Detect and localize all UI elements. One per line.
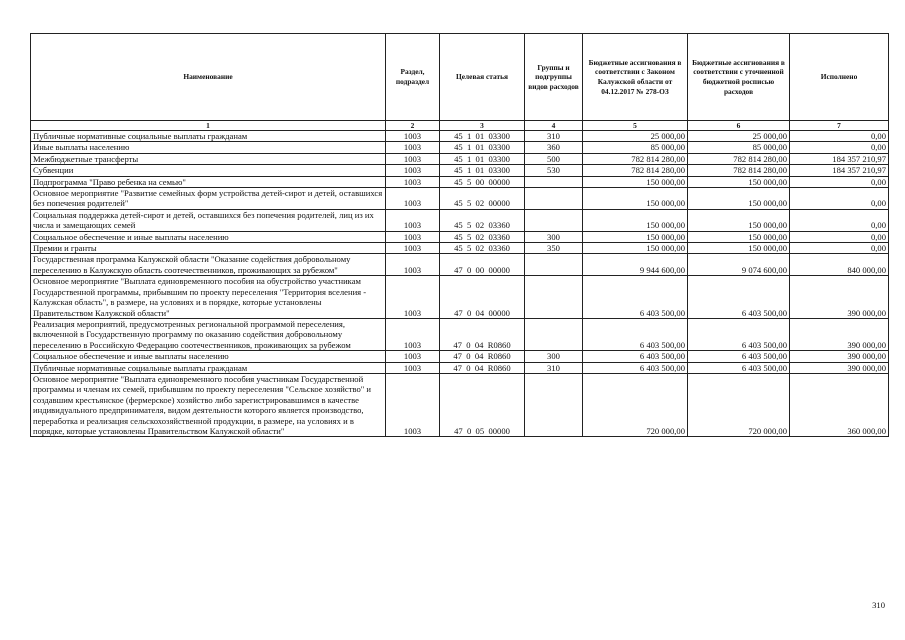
cell-section: 1003 [386,131,440,142]
cell-refined-allocations: 6 403 500,00 [688,318,790,350]
cell-section: 1003 [386,188,440,210]
cell-name: Основное мероприятие "Развитие семейных форм устройства детей-сирот и детей, оставшихся без попечения родителей" [31,188,386,210]
cell-law-allocations: 9 944 600,00 [583,254,688,276]
cell-name: Основное мероприятие "Выплата единовременного пособия на обустройство участникам Государственной программы, прибывшим по проекту переселения "Территория вселения - Калужская область", в размере, на условиях и в порядке, которые установлены Правительством Калужской области" [31,276,386,319]
cell-law-allocations: 6 403 500,00 [583,351,688,362]
cell-executed: 0,00 [790,142,889,153]
cell-target-article: 45 5 02 00000 [440,188,525,210]
table-row [31,362,889,373]
cell-executed: 0,00 [790,231,889,242]
cell-law-allocations: 150 000,00 [583,231,688,242]
cell-name: Государственная программа Калужской области "Оказание содействия добровольному переселению в Калужскую область соотечественников, проживающих за рубежом" [31,254,386,276]
cell-section: 1003 [386,254,440,276]
cell-executed: 0,00 [790,209,889,231]
cell-name: Межбюджетные трансферты [31,153,386,164]
cell-target-article: 47 0 00 00000 [440,254,525,276]
cell-section: 1003 [386,318,440,350]
header-row [31,34,889,121]
cell-executed: 390 000,00 [790,362,889,373]
table-row [31,131,889,142]
table-row [31,254,889,276]
cell-expense-group: 530 [525,165,583,176]
cell-section: 1003 [386,165,440,176]
cell-executed: 0,00 [790,131,889,142]
column-number: 4 [525,121,583,131]
cell-expense-group [525,254,583,276]
cell-executed: 390 000,00 [790,318,889,350]
cell-refined-allocations: 150 000,00 [688,231,790,242]
cell-section: 1003 [386,243,440,254]
cell-section: 1003 [386,176,440,187]
cell-law-allocations: 6 403 500,00 [583,362,688,373]
cell-law-allocations: 150 000,00 [583,188,688,210]
column-number: 2 [386,121,440,131]
header-name: Наименование [31,34,386,121]
cell-law-allocations: 150 000,00 [583,243,688,254]
header-section: Раздел, подраздел [386,34,440,121]
cell-target-article: 45 5 00 00000 [440,176,525,187]
cell-expense-group: 310 [525,362,583,373]
cell-target-article: 47 0 04 R0860 [440,362,525,373]
cell-target-article: 45 5 02 03360 [440,231,525,242]
header-refined-allocations: Бюджетные ассигнования в соответствии с уточненной бюджетной росписью расходов [688,34,790,121]
cell-name: Реализация мероприятий, предусмотренных региональной программой переселения, включенной в Государственную программу по оказанию содействия добровольному переселению в Российскую Федерацию соотечественников, проживающих за рубежом [31,318,386,350]
header-executed: Исполнено [790,34,889,121]
cell-executed: 0,00 [790,243,889,254]
cell-target-article: 45 5 02 03360 [440,209,525,231]
cell-target-article: 47 0 04 R0860 [440,351,525,362]
header-law-allocations: Бюджетные ассигнования в соответствии с Законом Калужской области от 04.12.2017 № 278-ОЗ [583,34,688,121]
table-row [31,142,889,153]
table-row [31,373,889,436]
cell-refined-allocations: 6 403 500,00 [688,351,790,362]
cell-refined-allocations: 782 814 280,00 [688,153,790,164]
cell-target-article: 45 1 01 03300 [440,131,525,142]
cell-law-allocations: 782 814 280,00 [583,165,688,176]
cell-name: Публичные нормативные социальные выплаты гражданам [31,362,386,373]
cell-target-article: 45 1 01 03300 [440,142,525,153]
cell-name: Основное мероприятие "Выплата единовременного пособия участникам Государственной программы и членам их семей, прибывшим по проекту переселения "Сельское хозяйство" и создавшим крестьянское (фермерское) хозяйство либо зарегистрировавшимся в качестве индивидуального предпринимателя, видом деятельности которого является производство, переработка и реализация сельскохозяйственной продукции, в размере, на условиях и в порядке, которые установлены Правительством Калужской области" [31,373,386,436]
cell-refined-allocations: 782 814 280,00 [688,165,790,176]
cell-name: Премии и гранты [31,243,386,254]
header-target-article: Целевая статья [440,34,525,121]
cell-name: Публичные нормативные социальные выплаты гражданам [31,131,386,142]
table-body [31,131,889,437]
cell-expense-group: 310 [525,131,583,142]
cell-section: 1003 [386,362,440,373]
table-row [31,231,889,242]
cell-target-article: 47 0 04 00000 [440,276,525,319]
cell-target-article: 45 1 01 03300 [440,153,525,164]
column-number: 5 [583,121,688,131]
cell-refined-allocations: 9 074 600,00 [688,254,790,276]
cell-executed: 184 357 210,97 [790,165,889,176]
cell-executed: 184 357 210,97 [790,153,889,164]
column-number: 3 [440,121,525,131]
cell-expense-group: 300 [525,351,583,362]
header-expense-group: Группы и подгруппы видов расходов [525,34,583,121]
cell-name: Иные выплаты населению [31,142,386,153]
cell-name: Социальное обеспечение и иные выплаты населению [31,351,386,362]
cell-refined-allocations: 150 000,00 [688,243,790,254]
cell-law-allocations: 782 814 280,00 [583,153,688,164]
cell-refined-allocations: 6 403 500,00 [688,276,790,319]
table-row [31,176,889,187]
cell-name: Подпрограмма "Право ребенка на семью" [31,176,386,187]
cell-expense-group [525,318,583,350]
cell-section: 1003 [386,153,440,164]
cell-refined-allocations: 150 000,00 [688,176,790,187]
cell-law-allocations: 6 403 500,00 [583,318,688,350]
cell-executed: 0,00 [790,188,889,210]
cell-refined-allocations: 85 000,00 [688,142,790,153]
cell-refined-allocations: 6 403 500,00 [688,362,790,373]
cell-executed: 0,00 [790,176,889,187]
cell-name: Социальное обеспечение и иные выплаты населению [31,231,386,242]
cell-refined-allocations: 150 000,00 [688,188,790,210]
table-row [31,276,889,319]
cell-law-allocations: 720 000,00 [583,373,688,436]
cell-expense-group: 500 [525,153,583,164]
table-row [31,153,889,164]
cell-target-article: 47 0 05 00000 [440,373,525,436]
table-row [31,318,889,350]
cell-expense-group [525,276,583,319]
cell-expense-group: 350 [525,243,583,254]
cell-expense-group [525,176,583,187]
cell-executed: 390 000,00 [790,276,889,319]
page-number: 310 [872,600,885,610]
cell-refined-allocations: 720 000,00 [688,373,790,436]
column-number: 6 [688,121,790,131]
budget-table [30,33,889,437]
cell-law-allocations: 150 000,00 [583,176,688,187]
cell-law-allocations: 150 000,00 [583,209,688,231]
cell-expense-group [525,209,583,231]
cell-executed: 840 000,00 [790,254,889,276]
column-number-row [31,121,889,131]
table-row [31,209,889,231]
cell-expense-group [525,373,583,436]
cell-section: 1003 [386,351,440,362]
cell-target-article: 45 5 02 03360 [440,243,525,254]
column-number: 7 [790,121,889,131]
cell-expense-group: 360 [525,142,583,153]
cell-law-allocations: 25 000,00 [583,131,688,142]
cell-refined-allocations: 25 000,00 [688,131,790,142]
cell-name: Субвенции [31,165,386,176]
cell-law-allocations: 85 000,00 [583,142,688,153]
cell-section: 1003 [386,373,440,436]
cell-target-article: 47 0 04 R0860 [440,318,525,350]
column-number: 1 [31,121,386,131]
cell-section: 1003 [386,142,440,153]
cell-section: 1003 [386,209,440,231]
cell-section: 1003 [386,231,440,242]
cell-executed: 390 000,00 [790,351,889,362]
cell-name: Социальная поддержка детей-сирот и детей, оставшихся без попечения родителей, лиц из их числа и замещающих семей [31,209,386,231]
cell-expense-group [525,188,583,210]
cell-expense-group: 300 [525,231,583,242]
table-row [31,243,889,254]
cell-law-allocations: 6 403 500,00 [583,276,688,319]
table-row [31,351,889,362]
cell-target-article: 45 1 01 03300 [440,165,525,176]
table-row [31,165,889,176]
cell-executed: 360 000,00 [790,373,889,436]
table-row [31,188,889,210]
cell-section: 1003 [386,276,440,319]
cell-refined-allocations: 150 000,00 [688,209,790,231]
